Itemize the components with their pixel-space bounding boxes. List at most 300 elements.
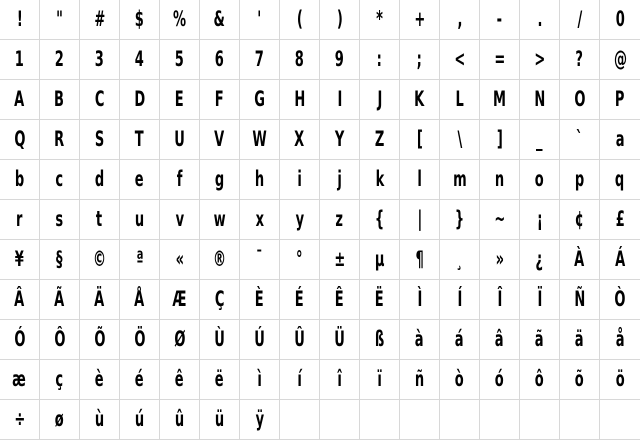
glyph-character: Å [134,287,145,311]
glyph-character: u [134,207,145,231]
glyph-cell[interactable] [160,400,200,440]
glyph-cell[interactable] [0,240,40,280]
glyph-cell[interactable] [400,120,440,160]
glyph-cell[interactable] [480,360,520,400]
glyph-cell[interactable] [200,40,240,80]
glyph-cell[interactable] [240,120,280,160]
glyph-cell[interactable] [320,120,360,160]
glyph-character: Ú [254,327,265,351]
glyph-cell[interactable] [120,240,160,280]
glyph-cell[interactable] [360,240,400,280]
glyph-cell[interactable] [280,200,320,240]
glyph-character: X [294,127,305,151]
glyph-character: ° [296,247,303,271]
glyph-cell[interactable] [80,240,120,280]
glyph-cell[interactable] [80,200,120,240]
glyph-character: Ó [13,327,26,351]
glyph-character: n [494,167,505,191]
glyph-character: \ [457,127,462,151]
glyph-character: " [56,7,63,31]
glyph-character: 0 [615,7,625,31]
glyph-cell[interactable] [480,280,520,320]
glyph-character: ÷ [14,407,25,431]
glyph-cell[interactable] [480,320,520,360]
glyph-cell[interactable] [160,320,200,360]
glyph-character: ì [257,367,262,391]
glyph-cell[interactable] [400,280,440,320]
glyph-cell[interactable] [520,40,560,80]
glyph-character: ç [55,367,64,391]
glyph-cell[interactable] [320,200,360,240]
glyph-cell[interactable] [200,400,240,440]
glyph-cell[interactable] [320,320,360,360]
glyph-cell[interactable] [40,360,80,400]
glyph-cell[interactable] [280,80,320,120]
glyph-character: v [175,207,184,231]
glyph-cell[interactable] [120,120,160,160]
glyph-character: 3 [94,47,105,71]
glyph-character: ß [374,327,385,351]
glyph-cell[interactable] [440,320,480,360]
glyph-character: w [213,207,226,231]
glyph-cell[interactable] [440,280,480,320]
glyph-character: ¿ [535,247,544,271]
glyph-character: 4 [134,47,145,71]
glyph-cell[interactable] [440,360,480,400]
glyph-character: í [297,367,302,391]
glyph-cell[interactable] [80,160,120,200]
glyph-cell[interactable] [80,80,120,120]
glyph-character: £ [615,207,625,231]
glyph-cell[interactable] [40,0,80,40]
glyph-character: 6 [214,47,225,71]
glyph-cell[interactable] [560,200,600,240]
glyph-cell[interactable] [480,160,520,200]
glyph-cell[interactable] [480,240,520,280]
glyph-cell[interactable] [80,40,120,80]
glyph-cell[interactable] [600,360,640,400]
glyph-cell[interactable] [520,240,560,280]
glyph-cell[interactable] [200,320,240,360]
glyph-character: © [92,247,107,271]
glyph-character: F [215,87,224,111]
glyph-cell[interactable] [280,360,320,400]
glyph-cell[interactable] [400,80,440,120]
glyph-cell[interactable] [320,160,360,200]
glyph-cell[interactable] [600,160,640,200]
glyph-cell-empty [440,400,480,440]
glyph-cell[interactable] [600,80,640,120]
glyph-character: 9 [334,47,345,71]
glyph-cell[interactable] [160,240,200,280]
glyph-character: R [54,127,65,151]
glyph-character: Y [334,127,345,151]
glyph-character: Ö [133,327,146,351]
glyph-character: I [337,87,342,111]
glyph-character: Õ [93,327,106,351]
glyph-character: ÿ [255,407,264,431]
glyph-cell[interactable] [160,0,200,40]
glyph-character: b [14,167,25,191]
glyph-cell[interactable] [0,200,40,240]
glyph-character: Ì [417,287,422,311]
glyph-cell[interactable] [80,400,120,440]
glyph-cell[interactable] [240,280,280,320]
glyph-cell[interactable] [40,280,80,320]
glyph-cell[interactable] [480,40,520,80]
glyph-character: C [94,87,105,111]
glyph-character: ' [257,7,262,31]
glyph-cell[interactable] [360,280,400,320]
glyph-cell[interactable] [440,0,480,40]
glyph-cell[interactable] [240,200,280,240]
glyph-cell[interactable] [0,320,40,360]
glyph-cell[interactable] [80,320,120,360]
glyph-cell[interactable] [520,320,560,360]
glyph-cell[interactable] [120,160,160,200]
glyph-cell[interactable] [560,120,600,160]
glyph-character: Ç [214,287,225,311]
glyph-character: ö [615,367,625,391]
glyph-character: ) [336,7,343,31]
glyph-cell[interactable] [120,280,160,320]
glyph-cell[interactable] [120,200,160,240]
glyph-character: µ [374,247,385,271]
glyph-character: ü [214,407,225,431]
glyph-cell[interactable] [0,120,40,160]
glyph-character: S [94,127,105,151]
glyph-character: > [534,47,545,71]
glyph-cell[interactable] [400,320,440,360]
glyph-cell[interactable] [200,120,240,160]
glyph-character: - [496,7,503,31]
glyph-character: Ô [53,327,66,351]
glyph-character: é [135,367,144,391]
glyph-cell[interactable] [320,40,360,80]
glyph-cell[interactable] [200,200,240,240]
glyph-character: P [615,87,625,111]
glyph-cell[interactable] [600,280,640,320]
glyph-character: Ê [335,287,344,311]
glyph-cell[interactable] [240,320,280,360]
glyph-cell[interactable] [120,0,160,40]
glyph-character: ø [55,407,64,431]
glyph-character: L [455,87,464,111]
glyph-character: 5 [174,47,185,71]
glyph-character: Z [374,127,385,151]
glyph-character: Ë [375,287,384,311]
glyph-cell[interactable] [200,160,240,200]
glyph-cell[interactable] [0,280,40,320]
glyph-character: « [175,247,184,271]
glyph-cell[interactable] [200,0,240,40]
glyph-cell[interactable] [400,160,440,200]
glyph-cell[interactable] [240,40,280,80]
glyph-character: ( [296,7,303,31]
glyph-character: # [94,7,105,31]
glyph-character: à [415,327,424,351]
glyph-cell[interactable] [280,320,320,360]
glyph-character: k [375,167,384,191]
glyph-cell[interactable] [520,160,560,200]
glyph-character: ? [575,47,584,71]
glyph-character: H [294,87,305,111]
glyph-character: Q [13,127,26,151]
glyph-cell[interactable] [160,40,200,80]
glyph-cell[interactable] [360,80,400,120]
glyph-cell[interactable] [200,360,240,400]
glyph-cell[interactable] [320,0,360,40]
glyph-cell[interactable] [600,120,640,160]
glyph-character: O [573,87,586,111]
glyph-cell[interactable] [160,280,200,320]
glyph-cell[interactable] [280,280,320,320]
glyph-cell[interactable] [200,240,240,280]
glyph-character: 7 [254,47,265,71]
glyph-cell[interactable] [160,360,200,400]
glyph-character: l [417,167,422,191]
glyph-cell[interactable] [40,80,80,120]
glyph-cell[interactable] [0,160,40,200]
glyph-cell[interactable] [280,120,320,160]
glyph-character: / [577,7,582,31]
glyph-cell[interactable] [360,320,400,360]
glyph-cell[interactable] [40,240,80,280]
glyph-character: m [452,167,467,191]
glyph-cell[interactable] [120,360,160,400]
glyph-character: Ü [334,327,345,351]
glyph-character: û [174,407,185,431]
glyph-cell-empty [360,400,400,440]
glyph-character: * [376,7,383,31]
glyph-character: ~ [494,207,505,231]
glyph-character: @ [613,47,627,71]
glyph-character: ® [212,247,227,271]
glyph-cell[interactable] [120,80,160,120]
glyph-cell[interactable] [280,40,320,80]
glyph-character: q [615,167,625,191]
glyph-cell[interactable] [440,160,480,200]
glyph-cell[interactable] [200,80,240,120]
glyph-cell[interactable] [80,360,120,400]
glyph-character: â [495,327,504,351]
glyph-cell[interactable] [80,280,120,320]
glyph-cell[interactable] [520,360,560,400]
glyph-cell[interactable] [440,80,480,120]
glyph-cell[interactable] [520,0,560,40]
glyph-character: y [295,207,304,231]
glyph-character: | [417,207,422,231]
glyph-cell[interactable] [400,40,440,80]
glyph-character: x [255,207,264,231]
glyph-character: o [535,167,544,191]
glyph-character: [ [416,127,423,151]
glyph-character: i [297,167,302,191]
glyph-cell[interactable] [0,40,40,80]
glyph-cell[interactable] [80,120,120,160]
glyph-character: Û [294,327,305,351]
glyph-character: h [254,167,265,191]
glyph-cell[interactable] [400,240,440,280]
glyph-cell[interactable] [160,160,200,200]
glyph-cell[interactable] [360,160,400,200]
glyph-character: ¯ [256,247,263,271]
glyph-character: ù [94,407,105,431]
glyph-cell[interactable] [320,360,360,400]
glyph-cell[interactable] [120,40,160,80]
glyph-cell[interactable] [360,120,400,160]
glyph-character: d [94,167,105,191]
glyph-character: ¸ [456,247,463,271]
glyph-character: a [615,127,625,151]
glyph-cell[interactable] [440,200,480,240]
glyph-cell[interactable] [520,120,560,160]
glyph-cell[interactable] [440,120,480,160]
glyph-cell[interactable] [240,80,280,120]
glyph-cell[interactable] [40,320,80,360]
glyph-character: 1 [14,47,25,71]
glyph-cell[interactable] [240,360,280,400]
glyph-cell-empty [280,400,320,440]
glyph-character: ¥ [14,247,25,271]
glyph-cell[interactable] [600,320,640,360]
glyph-character: A [14,87,25,111]
glyph-cell[interactable] [40,160,80,200]
glyph-cell[interactable] [320,280,360,320]
glyph-cell[interactable] [360,360,400,400]
glyph-character: % [172,7,187,31]
glyph-cell[interactable] [120,400,160,440]
glyph-cell[interactable] [560,40,600,80]
glyph-character: f [176,167,183,191]
glyph-character: , [457,7,462,31]
glyph-cell-empty [400,400,440,440]
glyph-character: Ã [54,287,65,311]
glyph-cell[interactable] [520,280,560,320]
glyph-cell[interactable] [560,280,600,320]
glyph-cell[interactable] [600,40,640,80]
glyph-cell[interactable] [80,0,120,40]
glyph-character: _ [536,127,543,151]
glyph-character: J [377,87,382,111]
glyph-cell[interactable] [600,240,640,280]
glyph-cell-empty [480,400,520,440]
glyph-character: Â [14,287,25,311]
glyph-cell[interactable] [560,80,600,120]
glyph-cell[interactable] [240,160,280,200]
glyph-character: s [55,207,64,231]
glyph-character: ä [575,327,584,351]
glyph-cell[interactable] [240,400,280,440]
glyph-character: ê [175,367,184,391]
glyph-cell[interactable] [520,80,560,120]
glyph-cell[interactable] [0,360,40,400]
glyph-cell[interactable] [280,0,320,40]
glyph-character: z [335,207,344,231]
glyph-cell[interactable] [560,360,600,400]
glyph-cell[interactable] [360,40,400,80]
glyph-cell[interactable] [560,240,600,280]
glyph-character: & [213,7,226,31]
glyph-character: N [534,87,545,111]
glyph-cell[interactable] [120,320,160,360]
glyph-cell[interactable] [600,200,640,240]
glyph-cell[interactable] [320,240,360,280]
glyph-cell[interactable] [480,80,520,120]
glyph-cell-empty [520,400,560,440]
glyph-cell[interactable] [480,0,520,40]
glyph-character: È [255,287,264,311]
glyph-cell[interactable] [280,240,320,280]
glyph-cell[interactable] [160,120,200,160]
glyph-cell[interactable] [40,400,80,440]
glyph-cell[interactable] [480,200,520,240]
glyph-cell[interactable] [600,0,640,40]
glyph-cell[interactable] [360,200,400,240]
glyph-cell[interactable] [200,280,240,320]
glyph-cell[interactable] [0,0,40,40]
glyph-cell[interactable] [320,80,360,120]
glyph-cell[interactable] [400,200,440,240]
glyph-cell[interactable] [560,160,600,200]
glyph-character: } [454,207,465,231]
glyph-character: Ò [614,287,626,311]
glyph-cell[interactable] [40,120,80,160]
glyph-cell[interactable] [240,240,280,280]
glyph-cell[interactable] [160,200,200,240]
glyph-character: ; [416,47,423,71]
glyph-cell[interactable] [440,40,480,80]
glyph-cell-empty [560,400,600,440]
glyph-cell[interactable] [360,0,400,40]
glyph-character: ñ [414,367,425,391]
glyph-character: { [374,207,385,231]
glyph-cell[interactable] [560,320,600,360]
glyph-cell[interactable] [440,240,480,280]
glyph-cell[interactable] [0,400,40,440]
glyph-cell[interactable] [40,40,80,80]
glyph-character: ó [495,367,504,391]
glyph-character: » [495,247,504,271]
glyph-character: r [16,207,23,231]
glyph-character: < [454,47,465,71]
glyph-character: á [455,327,464,351]
glyph-character: Ñ [574,287,585,311]
glyph-character: ô [535,367,544,391]
glyph-character: É [295,287,304,311]
glyph-cell[interactable] [520,200,560,240]
glyph-character: j [337,167,342,191]
glyph-cell[interactable] [280,160,320,200]
glyph-character: M [493,87,506,111]
glyph-character: ã [535,327,544,351]
glyph-character: g [214,167,225,191]
glyph-cell[interactable] [160,80,200,120]
glyph-cell[interactable] [40,200,80,240]
glyph-character: § [56,247,63,271]
glyph-cell[interactable] [0,80,40,120]
glyph-character: À [574,247,585,271]
glyph-character: å [615,327,625,351]
glyph-cell[interactable] [400,360,440,400]
glyph-cell[interactable] [560,0,600,40]
glyph-cell[interactable] [240,0,280,40]
glyph-cell[interactable] [400,0,440,40]
glyph-character: Î [497,287,502,311]
glyph-cell-empty [600,400,640,440]
glyph-character: t [96,207,103,231]
glyph-cell[interactable] [480,120,520,160]
